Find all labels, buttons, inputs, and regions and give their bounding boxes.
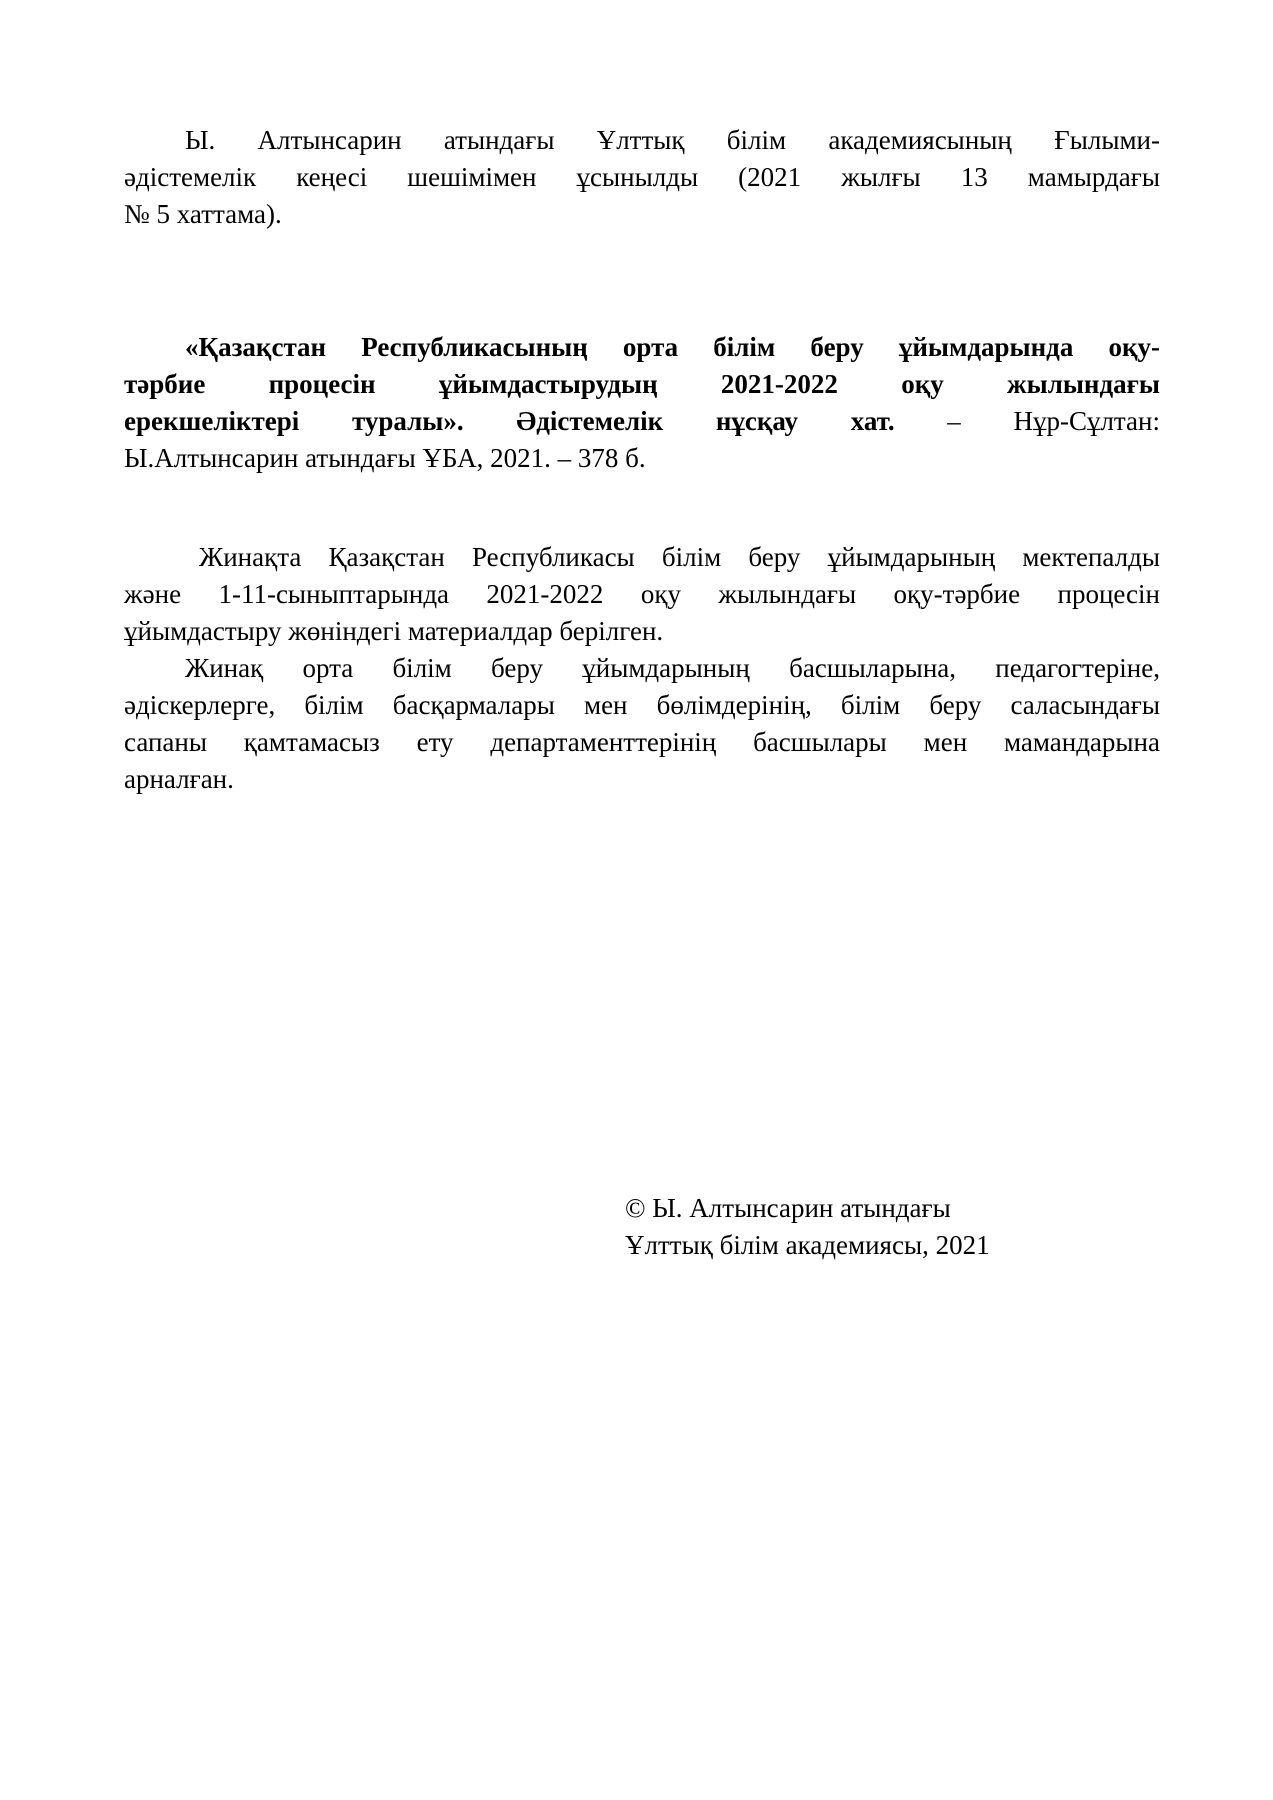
summary-line: және 1-11-сыныптарында 2021-2022 оқу жылындағы оқу-тәрбие процесін [124,579,1160,609]
copyright-notice [625,1190,990,1264]
summary-line: арналған. [124,764,234,794]
summary-line: ұйымдастыру жөніндегі материалдар берілген. [124,616,664,646]
citation-title-end: ерекшеліктері туралы». Әдістемелік нұсқау хат. [124,406,895,436]
approval-line: № 5 хаттама). [124,199,282,229]
summary [124,539,1160,798]
summary-line: Жинақта Қазақстан Республикасы білім беру ұйымдарының мектепалды [199,542,1160,572]
bibliographic-citation [124,329,1160,477]
citation-line [124,403,1160,440]
approval-line: Ы. Алтынсарин атындағы Ұлттық білім академиясының Ғылыми- [185,125,1160,155]
citation-title-line: тәрбие процесін ұйымдастырудың 2021-2022 оқу жылындағы [124,369,1160,399]
citation-place: – Нұр-Сұлтан: [894,406,1160,436]
approval-note [124,122,1160,233]
copyright-line: © Ы. Алтынсарин атындағы [625,1193,951,1223]
citation-title-line: «Қазақстан Республикасының орта білім беру ұйымдарында оқу- [185,332,1160,362]
citation-publisher: Ы.Алтынсарин атындағы ҰБА, 2021. – 378 б. [124,443,646,473]
summary-line: әдіскерлерге, білім басқармалары мен бөлімдерінің, білім беру саласындағы [124,690,1160,720]
approval-line: әдістемелік кеңесі шешімімен ұсынылды (2021 жылғы 13 мамырдағы [124,162,1160,192]
copyright-line: Ұлттық білім академиясы, 2021 [625,1230,990,1260]
summary-line: Жинақ орта білім беру ұйымдарының басшыларына, педагогтеріне, [185,653,1160,683]
summary-line: сапаны қамтамасыз ету департаменттерінің басшылары мен мамандарына [124,727,1160,757]
